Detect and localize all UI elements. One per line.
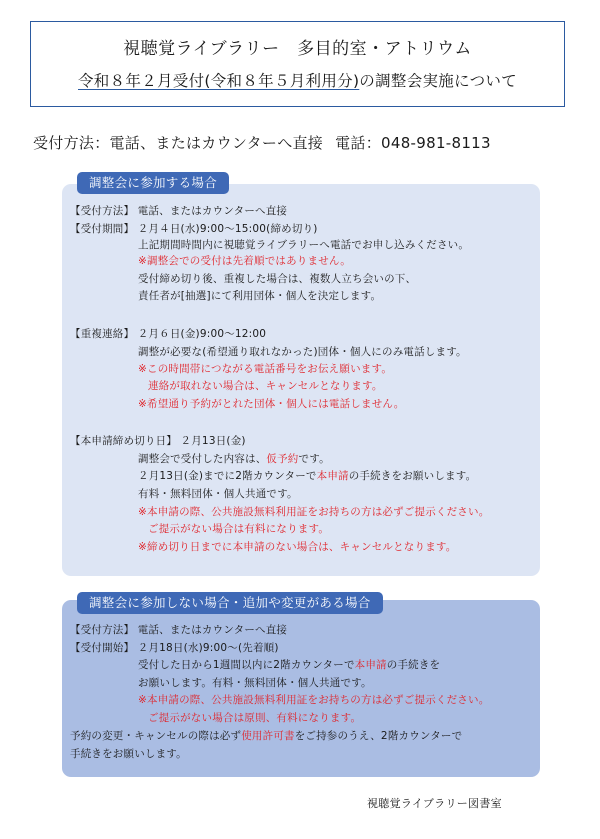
page-subtitle [31,69,564,91]
attend-period: 【受付期間】 ２月４日(水)9:00～15:00(締め切り) [70,223,318,235]
section-not-attend-tab: 調整会に参加しない場合・追加や変更がある場合 [77,592,383,614]
deadline-note-4: ※本申請の際、公共施設無料利用証をお持ちの方は必ずご提示ください。 [138,506,490,518]
duplicate-note-1: 調整が必要な(希望通り取れなかった)団体・個人にのみ電話します。 [138,346,467,358]
deadline-note-2 [138,469,476,483]
text-part: 調整会で受付した内容は、 [138,453,267,465]
reception-method [33,132,491,153]
main-application-label: 本申請 [316,470,349,482]
deadline-note-3: 有料・無料団体・個人共通です。 [138,488,298,500]
provisional-label: 仮予約 [266,453,299,465]
reception-method-text: 受付方法：電話、またはカウンターへ直接 [33,134,324,152]
text-part: の手続きをお願いします。 [348,470,477,482]
phone-number: 電話：048-981-8113 [335,134,491,152]
permit-label: 使用許可書 [241,730,295,742]
attend-not-first-come: ※調整会での受付は先着順ではありません。 [138,255,351,267]
text-part: 受付した日から1週間以内に2階カウンターで [138,659,355,671]
deadline-note-1 [138,452,330,466]
attend-method: 【受付方法】 電話、またはカウンターへ直接 [70,205,288,217]
duplicate-note-3: 連絡が取れない場合は、キャンセルとなります。 [148,380,383,392]
not-attend-note-2: お願いします。有料・無料団体・個人共通です。 [138,677,372,689]
not-attend-note-1 [138,658,440,672]
not-attend-note-4: ご提示がない場合は原則、有料になります。 [148,712,362,724]
page-title: 視聴覚ライブラリー 多目的室・アトリウム [123,39,472,59]
attend-period-note: 上記期間時間内に視聴覚ライブラリーへ電話でお申し込みください。 [138,239,470,251]
change-cancel-note-2: 手続きをお願いします。 [70,748,187,760]
text-part: の手続きを [386,659,441,671]
main-application-label: 本申請 [354,659,387,671]
text-part: をご持参のうえ、2階カウンターで [294,730,463,742]
footer-organization: 視聴覚ライブラリー図書室 [367,797,502,810]
deadline-note-6: ※締め切り日までに本申請のない場合は、キャンセルとなります。 [138,541,457,553]
title-box [30,21,565,107]
subtitle-underlined: 令和８年２月受付(令和８年５月利用分) [78,72,360,90]
duplicate-contact: 【重複連絡】 ２月６日(金)9:00～12:00 [70,328,267,340]
duplicate-note-4: ※希望通り予約がとれた団体・個人には電話しません。 [138,398,405,410]
duplicate-note-2: ※この時間帯につながる電話番号をお伝え願います。 [138,363,393,375]
subtitle-rest: の調整会実施について [359,72,517,90]
change-cancel-note-1 [70,729,462,743]
text-part: ２月13日(金)までに2階カウンターで [138,470,317,482]
not-attend-start: 【受付開始】 ２月18日(水)9:00～(先着順) [70,642,279,654]
section-attend-tab: 調整会に参加する場合 [77,172,229,194]
attend-lottery-note-1: 受付締め切り後、重複した場合は、複数人立ち会いの下、 [138,273,417,285]
text-part: 予約の変更・キャンセルの際は必ず [70,730,242,742]
not-attend-method: 【受付方法】 電話、またはカウンターへ直接 [70,624,288,636]
attend-lottery-note-2: 責任者が[抽選]にて利用団体・個人を決定します。 [138,290,382,302]
not-attend-note-3: ※本申請の際、公共施設無料利用証をお持ちの方は必ずご提示ください。 [138,694,490,706]
text-part: です。 [298,453,330,465]
deadline-note-5: ご提示がない場合は有料になります。 [148,523,330,535]
deadline-heading: 【本申請締め切り日】 ２月13日(金) [70,435,246,447]
